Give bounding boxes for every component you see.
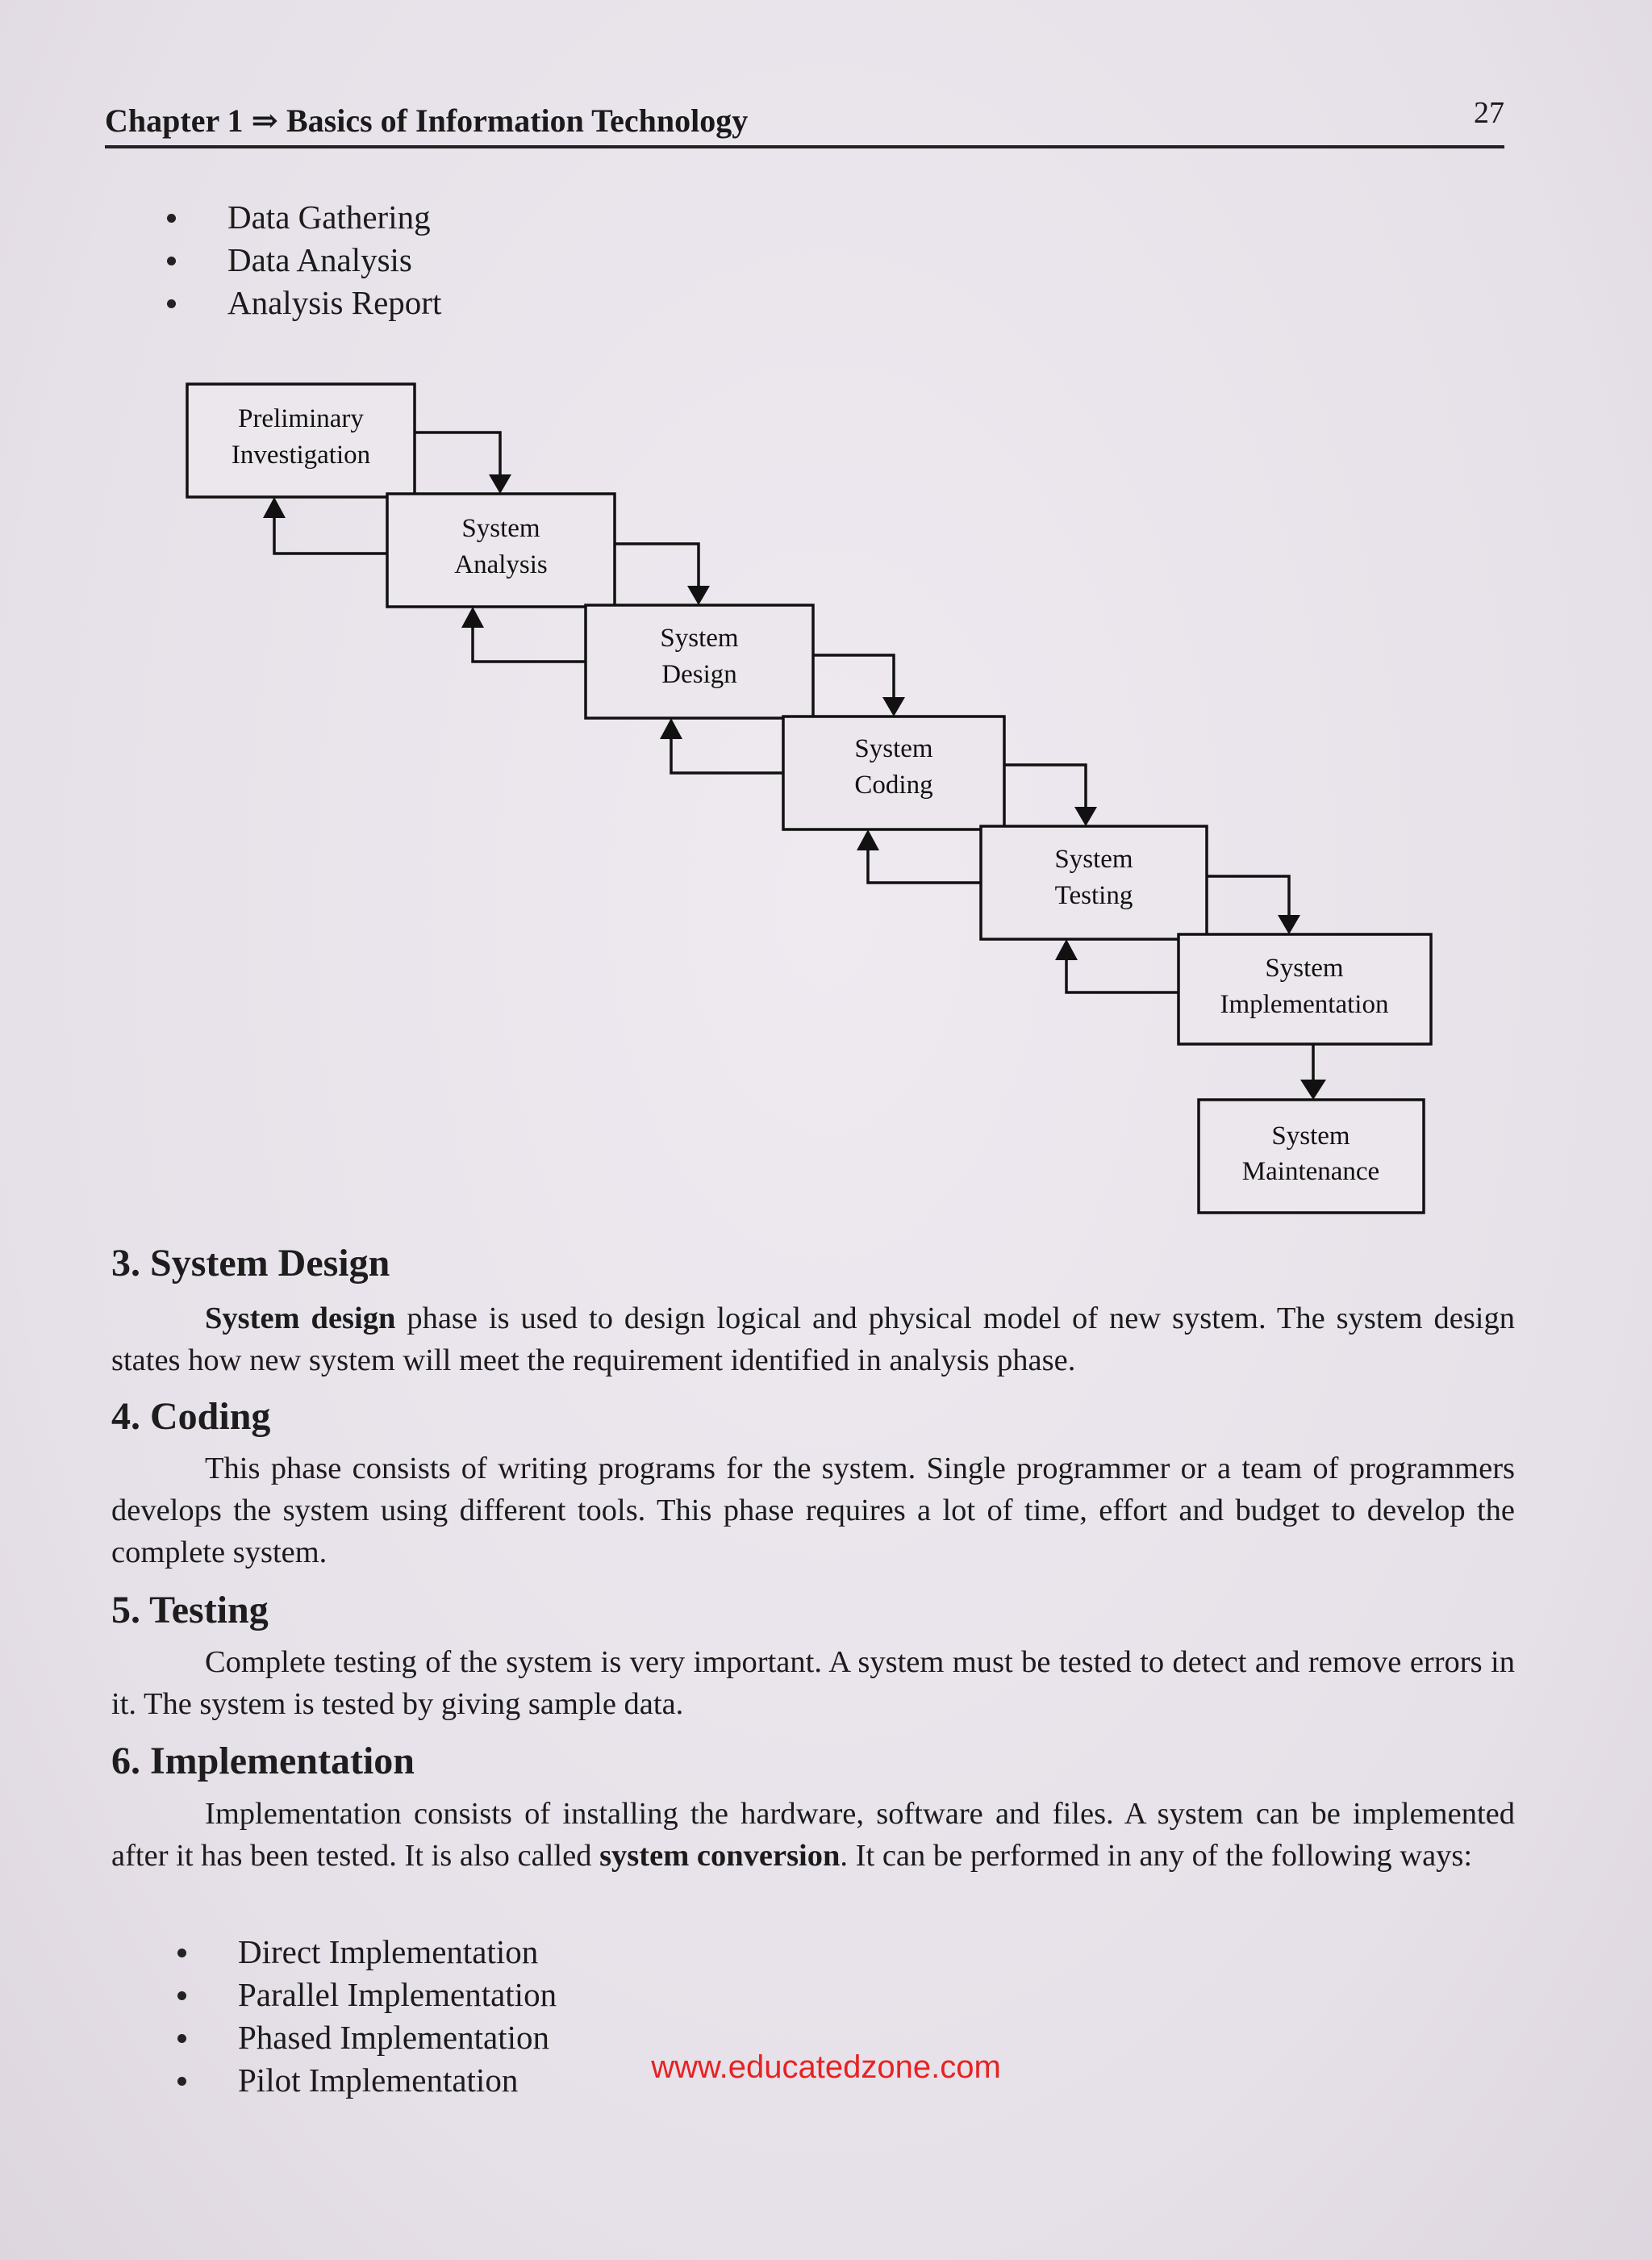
list-item: Phased Implementation [177,2016,557,2059]
forward-connector [813,655,894,700]
paragraph-coding: This phase consists of writing programs for the system. Single programmer or a team of programmers develops the system using different tools. This phase requires a lot of time, effort and budget to develop the complete system. [111,1452,1515,1569]
bullet-icon [177,1991,186,2000]
list-item: Pilot Implementation [177,2059,557,2102]
paragraph-testing: Complete testing of the system is very important. A system must be tested to detect and remove errors in it. The system is tested by giving sample data. [111,1645,1515,1721]
step-label: System [1265,954,1344,983]
website-link[interactable]: www.educatedzone.com [651,2049,1001,2085]
arrow-down-icon [489,474,511,494]
forward-connector [415,432,500,478]
paragraph-system-design: System design phase is used to design logical and physical model of new system. The system design states how new system will meet the requirement identified in analysis phase. [111,1301,1516,1377]
step-label: Coding [854,771,933,800]
arrow-up-icon [857,829,879,850]
forward-connector [1207,876,1289,920]
list-item: Data Analysis [167,239,441,282]
section-heading-implementation: 6. Implementation [111,1740,415,1782]
arrow-down-icon [1300,1080,1326,1100]
page-number: 27 [1474,96,1504,130]
step-label: Maintenance [1241,1157,1380,1186]
step-label: System [660,624,739,653]
step-label: System [854,734,933,763]
step-label: Analysis [454,550,548,579]
paragraph-implementation: Implementation consists of installing the hardware, software and files. A system can be implemented after it has been tested. It is also called system conversion. It can be performed in any of the following ways: [111,1797,1515,1873]
forward-connector [615,544,699,589]
step-label: Preliminary [238,404,364,433]
feedback-connector [868,846,981,883]
section-heading-testing: 5. Testing [111,1589,269,1631]
feedback-connector [274,513,387,554]
step-label: Implementation [1220,990,1389,1019]
step-label: System [1271,1122,1350,1151]
bold-term: System design [205,1301,396,1335]
step-label: Investigation [231,441,371,470]
step-box-system-implementation [1179,934,1431,1044]
arrow-up-icon [660,718,682,739]
arrow-down-icon [687,586,710,605]
list-item: Data Gathering [167,196,441,239]
step-label: Design [661,660,737,689]
section-heading-system-design: 3. System Design [111,1242,390,1285]
step-box-system-maintenance [1199,1100,1424,1213]
arrow-down-icon [882,697,905,716]
chapter-title: Chapter 1 ⇒ Basics of Information Technology [105,102,749,139]
arrow-up-icon [461,607,484,628]
bullet-icon [177,1949,186,1957]
arrow-up-icon [263,497,286,518]
bold-term: system conversion [599,1839,841,1873]
arrow-down-icon [1278,915,1300,934]
arrow-up-icon [1055,939,1078,960]
feedback-connector [1066,955,1179,992]
section-heading-coding: 4. Coding [111,1395,271,1438]
arrow-down-icon [1074,807,1097,826]
step-label: System [461,514,540,543]
bullet-icon [177,2034,186,2043]
feedback-connector [473,623,586,662]
step-label: Testing [1054,881,1133,910]
step-label: System [1054,845,1133,874]
list-item: Direct Implementation [177,1931,557,1974]
list-item: Analysis Report [167,282,441,324]
forward-connector [1004,765,1086,810]
feedback-connector [671,734,783,773]
list-item: Parallel Implementation [177,1974,557,2016]
